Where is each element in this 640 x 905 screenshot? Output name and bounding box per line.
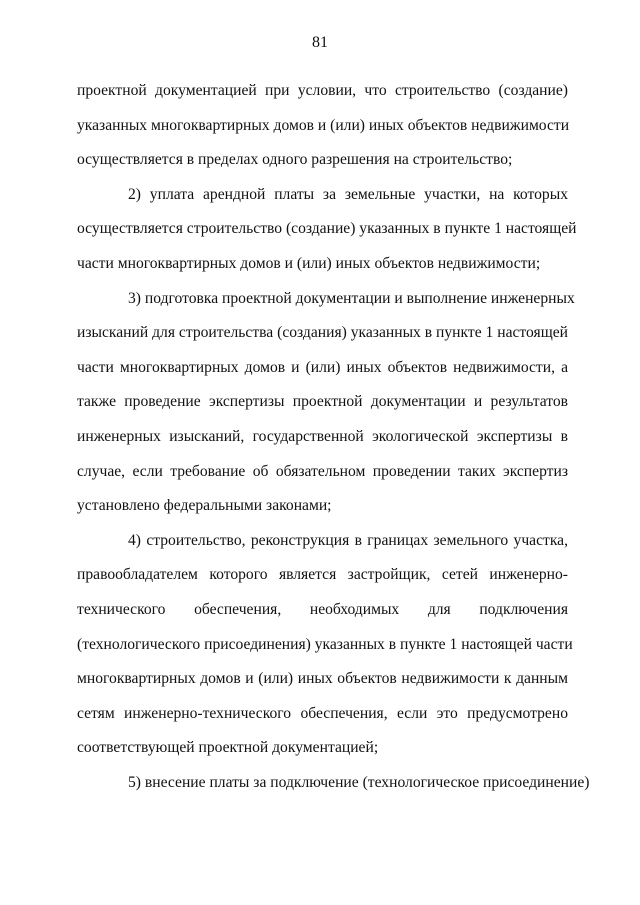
text-line: соответствующей проектной документацией; [77, 739, 379, 757]
text-line: (технологического присоединения) указанных в пункте 1 настоящей части [77, 635, 573, 653]
text-line: проектной документацией при условии, что строительство (создание) [77, 82, 568, 99]
text-line: 5) внесение платы за подключение (технологическое присоединение) [128, 773, 590, 791]
text-line: многоквартирных домов и (или) иных объектов недвижимости к данным [77, 670, 568, 688]
body-text [77, 74, 590, 800]
text-line: осуществляется в пределах одного разрешения на строительство; [77, 151, 513, 169]
text-line: указанных многоквартирных домов и (или) иных объектов недвижимости [77, 116, 570, 134]
text-line: установлено федеральными законами; [77, 497, 332, 515]
text-line: сетям инженерно-технического обеспечения, если это предусмотрено [77, 704, 568, 722]
text-line: случае, если требование об обязательном проведении таких экспертиз [77, 462, 568, 480]
paragraph-item-5 [77, 766, 590, 801]
text-line: 2) уплата арендной платы за земельные участки, на которых [128, 185, 568, 203]
text-line: осуществляется строительство (создание) указанных в пункте 1 настоящей [77, 220, 577, 238]
paragraph-item-3 [77, 282, 575, 524]
text-line: части многоквартирных домов и (или) иных объектов недвижимости, а [77, 358, 568, 376]
text-line: правообладателем которого является застройщик, сетей инженерно- [77, 566, 568, 584]
text-line: части многоквартирных домов и (или) иных объектов недвижимости; [77, 254, 541, 272]
page-number: 81 [312, 34, 328, 51]
paragraph-continuation [77, 74, 568, 178]
text-line: 4) строительство, реконструкция в границах земельного участка, [128, 531, 568, 549]
text-line: также проведение экспертизы проектной документации и результатов [77, 393, 568, 411]
text-line: изысканий для строительства (создания) указанных в пункте 1 настоящей [77, 324, 568, 342]
text-line: 3) подготовка проектной документации и выполнение инженерных [128, 289, 575, 307]
text-line: инженерных изысканий, государственной экологической экспертизы в [77, 427, 568, 445]
paragraph-item-4 [77, 524, 573, 766]
paragraph-item-2 [77, 178, 577, 282]
text-line: технического обеспечения, необходимых для подключения [77, 600, 568, 618]
